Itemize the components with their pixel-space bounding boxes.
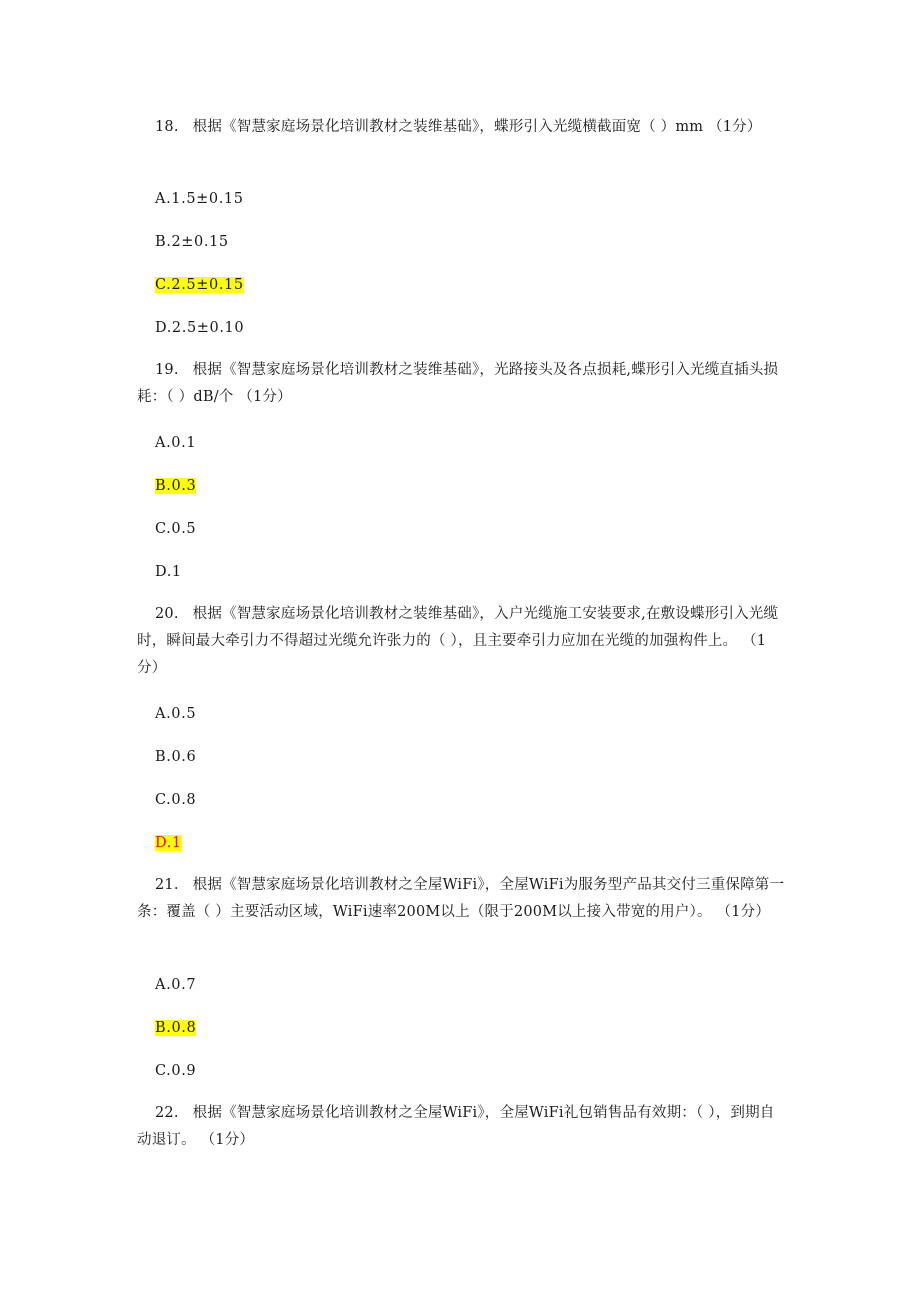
answer-highlight: B.0.8 — [155, 1020, 197, 1036]
question-number: 21. — [155, 877, 179, 893]
option-18-c-highlighted — [155, 275, 244, 295]
question-text: 根据《智慧家庭场景化培训教材之全屋WiFi》，全屋WiFi礼包销售品有效期：（ ），到期自动退订。 （1分） — [137, 1105, 775, 1148]
option-21-b-highlighted — [155, 1018, 196, 1038]
option-18-b: B.2±0.15 — [155, 234, 229, 250]
option-21-a: A.0.7 — [155, 977, 197, 993]
option-20-d-highlighted — [155, 833, 182, 853]
question-18 — [137, 114, 787, 141]
question-text: 根据《智慧家庭场景化培训教材之装维基础》，蝶形引入光缆横截面宽（ ）mm （1分） — [192, 119, 762, 135]
option-19-b-highlighted — [155, 476, 196, 496]
question-number: 19. — [155, 362, 179, 378]
answer-highlight: D.1 — [155, 835, 182, 851]
question-21 — [137, 872, 787, 926]
question-number: 18. — [155, 119, 179, 135]
question-22 — [137, 1100, 787, 1154]
answer-highlight: C.2.5±0.15 — [155, 277, 244, 293]
option-21-c: C.0.9 — [155, 1063, 197, 1079]
question-text: 根据《智慧家庭场景化培训教材之全屋WiFi》，全屋WiFi为服务型产品其交付三重保障第一条：覆盖（ ）主要活动区域，WiFi速率200M以上（限于200M以上接入带宽的用户）。 （1分） — [137, 877, 785, 920]
option-19-a: A.0.1 — [155, 435, 197, 451]
option-20-c: C.0.8 — [155, 792, 197, 808]
answer-highlight: B.0.3 — [155, 478, 197, 494]
option-19-c: C.0.5 — [155, 521, 197, 537]
question-text: 根据《智慧家庭场景化培训教材之装维基础》，光路接头及各点损耗,蝶形引入光缆直插头损耗：（ ）dB/个 （1分） — [137, 362, 779, 405]
option-18-d: D.2.5±0.10 — [155, 320, 245, 336]
question-20 — [137, 601, 787, 682]
question-number: 22. — [155, 1105, 179, 1121]
question-19 — [137, 357, 787, 411]
option-20-b: B.0.6 — [155, 749, 197, 765]
option-20-a: A.0.5 — [155, 706, 197, 722]
question-number: 20. — [155, 606, 179, 622]
question-text: 根据《智慧家庭场景化培训教材之装维基础》，入户光缆施工安装要求,在敷设蝶形引入光缆时，瞬间最大牵引力不得超过光缆允许张力的（ ），且主要牵引力应加在光缆的加强构件上。 （1分） — [137, 606, 779, 676]
option-18-a: A.1.5±0.15 — [155, 191, 244, 207]
option-19-d: D.1 — [155, 564, 182, 580]
